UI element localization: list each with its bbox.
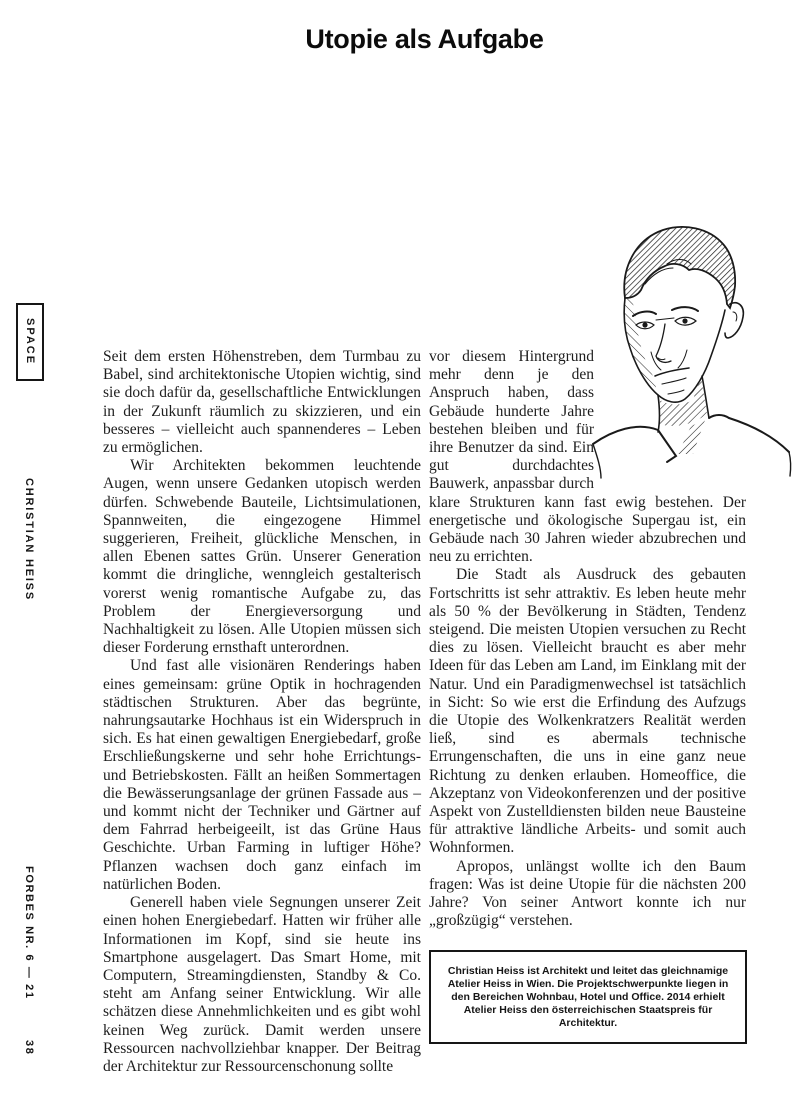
paragraph: Generell haben viele Segnungen unserer Zeit einen hohen Energiebedarf. Hatten wir früher alle Informationen im Kopf, sind sie heute ins Smartphone ausgelagert. Das Smart Home, mit Computern, Streamingdiensten, Standby & Co. steht am Anfang seiner Entwicklung. Wir alle schätzen diese Annehmlichkeiten und es gibt wohl keinen Weg zurück. Damit werden unsere Ressourcen nachvollziehbar knapper. Der Beitrag der Architektur zur Ressourcenschonung sollte <box>103 894 421 1075</box>
paragraph: vor diesem Hintergrund mehr denn je den Anspruch haben, dass Gebäude hunderte Jahre bestehen bleiben und für ihre Benutzer da sind. Ein gut durchdachtes Bauwerk, anpassbar durch klare Strukturen kann fast ewig bestehen. Der energetische und ökologische Supergau ist, ein Gebäude nach 30 Jahren wieder abzubrechen und neu zu errichten. <box>429 348 746 566</box>
sidebar-page-number: 38 <box>23 1040 35 1056</box>
sidebar-author: CHRISTIAN HEISS <box>23 478 35 601</box>
paragraph: Apropos, unlängst wollte ich den Baum fragen: Was ist deine Utopie für die nächsten 200 Jahre? Von seiner Antwort konnte ich nur „großzügig“ verstehen. <box>429 857 746 930</box>
section-badge <box>16 303 44 381</box>
sidebar-issue: FORBES NR. 6 — 21 <box>23 866 35 1000</box>
page-title: Utopie als Aufgabe <box>305 24 544 54</box>
paragraph: Und fast alle visionären Renderings haben eines gemeinsam: grüne Optik in hochragenden städtischen Strukturen. Aber das begrünte, nahrungsautarke Hochhaus ist ein Widerspruch in sich. Es hat einen gewaltigen Energiebedarf, große Erschließungskerne und sehr hohe Errichtungs- und Betriebskosten. Fällt an heißen Sommertagen die Bewässerungsanlage der grünen Fassade aus – und kommt nicht der Techniker und Gärtner auf dem Fahrrad herbeigeeilt, ist das Grüne Haus Geschichte. Urban Farming in luftiger Höhe? Pflanzen wachsen doch ganz einfach im natürlichen Boden. <box>103 657 421 893</box>
paragraph: Wir Architekten bekommen leuchtende Augen, wenn unsere Gedanken utopisch werden dürfen. Schwebende Bauteile, Lichtsimulationen, Spannweiten, die eingezogene Himmel suggerieren, Freiheit, glückliche Menschen, in allen Ebenen sattes Grün. Unserer Generation kommt die dringliche, wenngleich gestalterisch vorerst wenig romantische Aufgabe zu, das Problem der Energieversorgung und Nachhaltigkeit zu lösen. Alle Utopien müssen sich dieser Forderung ernsthaft unterordnen. <box>103 457 421 657</box>
author-bio-text: Christian Heiss ist Architekt und leitet das gleichnamige Atelier Heiss in Wien. Die Projektschwerpunkte liegen in den Bereichen Wohnbau, Hotel und Office. 2014 erhielt Atelier Heiss den österreichischen Staatspreis für Architektur. <box>447 964 729 1029</box>
portrait-text-wrap-spacer <box>594 348 746 476</box>
paragraph: Seit dem ersten Höhenstreben, dem Turmbau zu Babel, sind architektonische Utopien wichtig, sind sie doch dafür da, gesellschaftliche Entwicklungen in der Zukunft räumlich zu skizzieren, und ein besseres – vielleicht auch spannenderes – Leben zu ermöglichen. <box>103 348 421 457</box>
author-bio-box <box>429 950 747 1044</box>
article-right-column <box>429 348 746 931</box>
section-badge-label: SPACE <box>24 318 36 366</box>
paragraph: Die Stadt als Ausdruck des gebauten Fortschritts ist sehr attraktiv. Es leben heute mehr als 50 % der Bevölkerung in Städten, Tendenz steigend. Die meisten Utopien versuchen zu Recht dies zu lösen. Vielleicht braucht es aber mehr Ideen für das Leben am Land, im Einklang mit der Natur. Und ein Paradigmenwechsel ist tatsächlich in Sicht: So wie erst die Erfindung des Aufzugs die Utopie des Wolkenkratzers Realität werden ließ, sind es abermals technische Errungenschaften, die uns in eine ganz neue Richtung zu denken erlauben. Homeoffice, die Akzeptanz von Videokonferenzen und der positive Aspekt von Zustelldiensten bilden neue Bausteine für attraktive ländliche Arbeits- und somit auch Wohnformen. <box>429 566 746 857</box>
article-left-column <box>103 348 421 1076</box>
